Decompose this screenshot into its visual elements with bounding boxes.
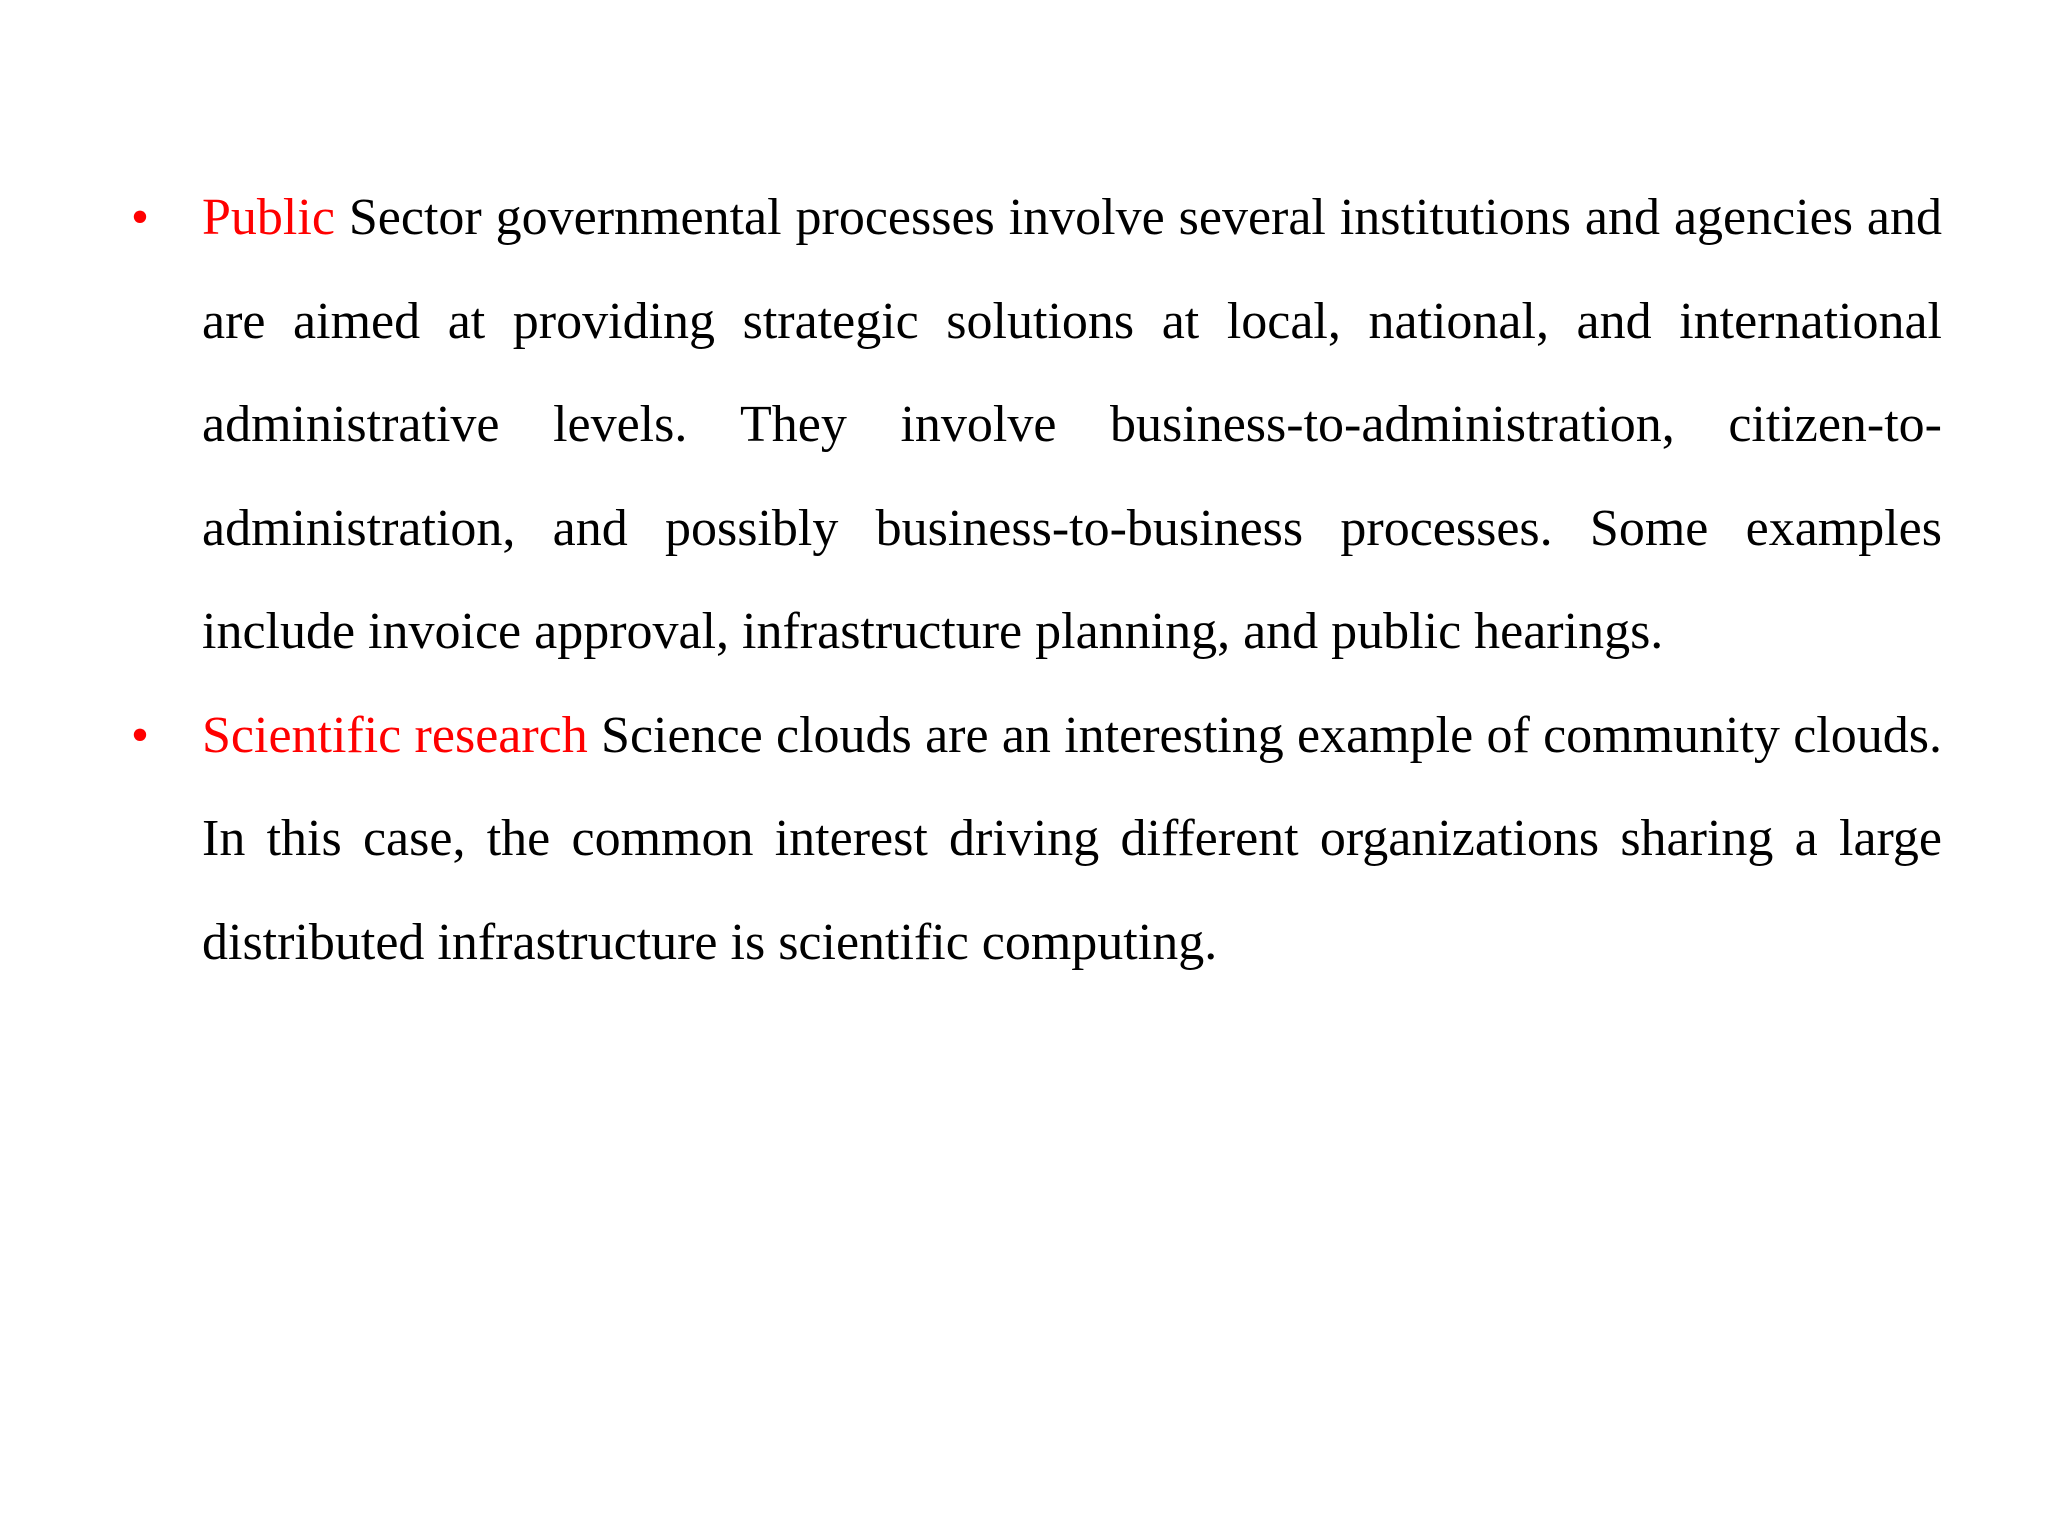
bullet-item-public-sector xyxy=(120,166,1942,684)
bullet-item-scientific-research xyxy=(120,684,1942,995)
bullet-icon: • xyxy=(130,706,150,764)
bullet-term: Scientific research xyxy=(202,706,588,764)
bullet-term: Public xyxy=(202,189,335,246)
bullet-list xyxy=(120,166,1942,994)
bullet-icon: • xyxy=(130,189,150,246)
bullet-text: Science clouds are an interesting example of community clouds. In this case, the common interest driving different organizations sharing a large distributed infrastructure is scientific computing. xyxy=(202,706,1942,971)
bullet-text: Sector governmental processes involve several institutions and agencies and are aimed at providing strategic solutions at local, national, and international administrative levels. They involve business-to-administration, citizen-to-administration, and possibly business-to-business processes. Some examples include invoice approval, infrastructure planning, and public hearings. xyxy=(202,189,1942,660)
